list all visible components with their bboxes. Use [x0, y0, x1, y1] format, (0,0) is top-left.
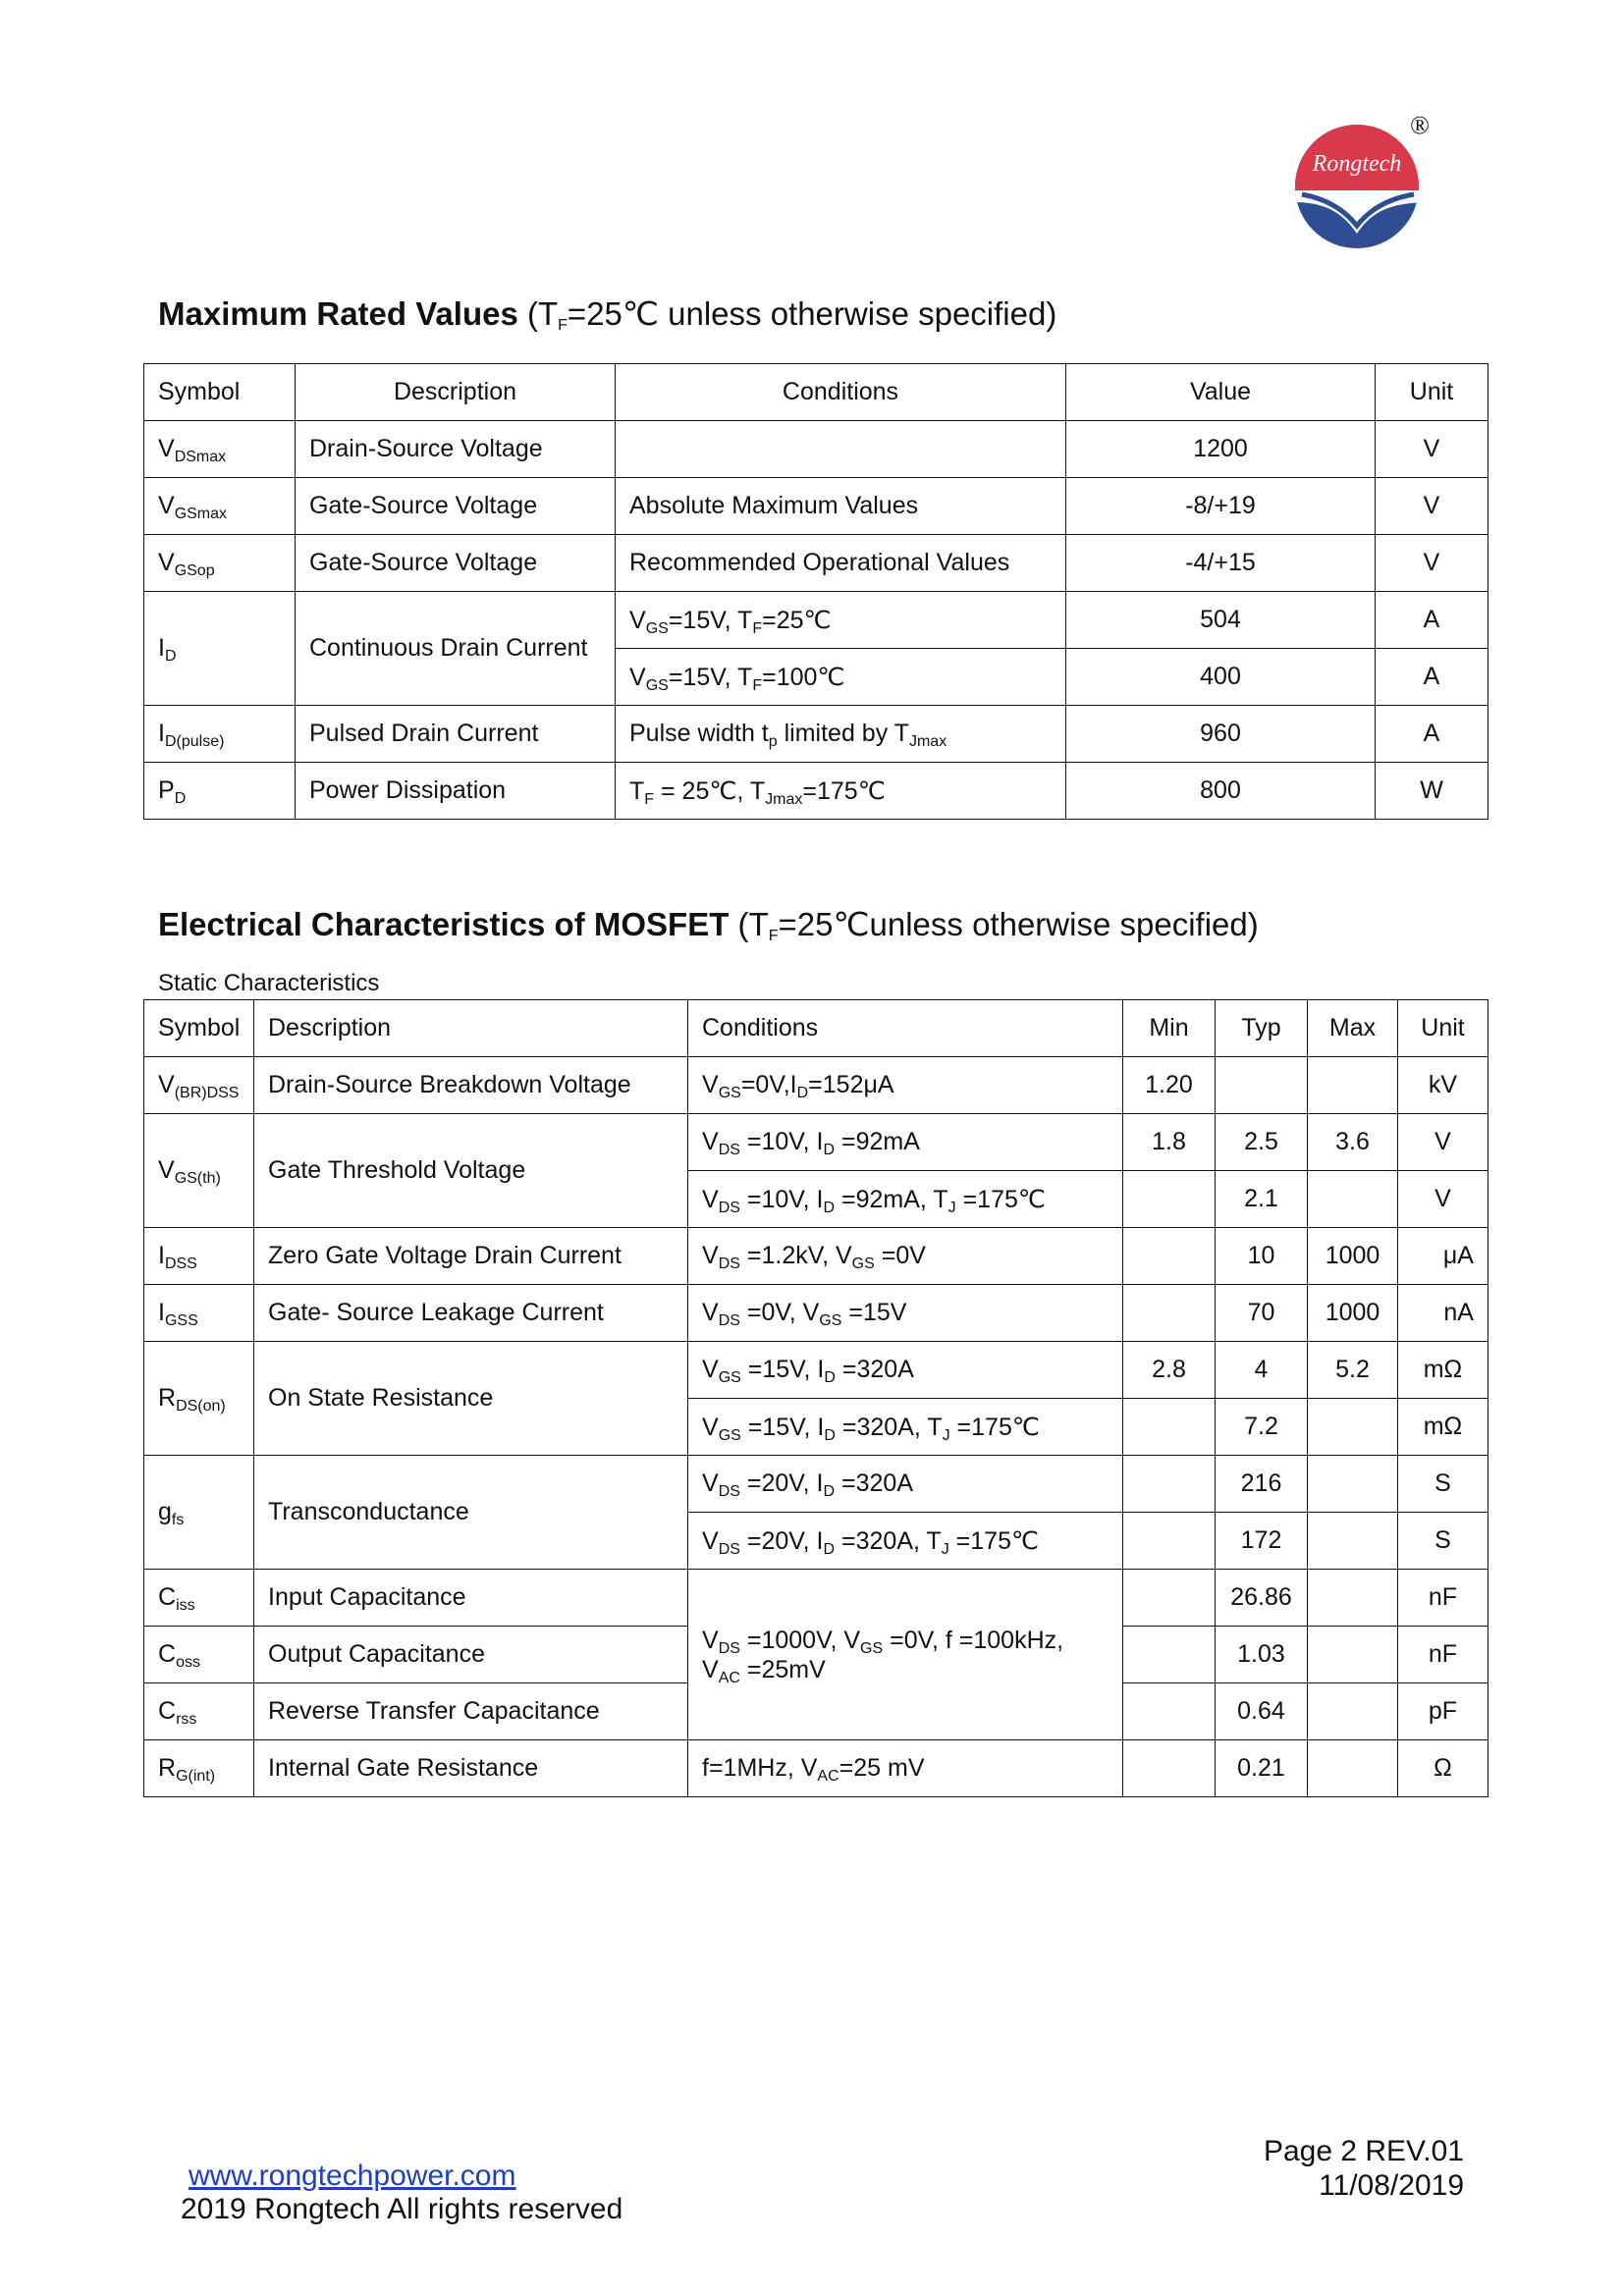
unit-cell: mΩ — [1398, 1342, 1488, 1399]
symbol-cell: $I_{GSS}$ — [144, 1285, 254, 1342]
table-row — [144, 763, 1488, 820]
conditions-cell: $V_{GS} =15V$, $I_D =320A$ — [688, 1342, 1123, 1399]
table-row — [144, 1057, 1488, 1114]
table-row — [144, 1456, 1488, 1513]
col-typ: Typ — [1216, 1000, 1308, 1057]
description-cell: Input Capacitance — [254, 1570, 688, 1627]
col-unit: Unit — [1398, 1000, 1488, 1057]
conditions-cell: $V_{DS} =10V$, $I_D =92mA$, $T_J$ =175℃ — [688, 1171, 1123, 1228]
col-unit: Unit — [1376, 364, 1488, 421]
typ-cell: 10 — [1216, 1228, 1308, 1285]
website-link[interactable]: www.rongtechpower.com — [189, 2160, 516, 2192]
min-cell: 2.8 — [1123, 1342, 1216, 1399]
max-cell — [1308, 1570, 1398, 1627]
conditions-cell: $V_{DS} =1.2kV$, $V_{GS} =0V$ — [688, 1228, 1123, 1285]
min-cell — [1123, 1228, 1216, 1285]
min-cell: 1.20 — [1123, 1057, 1216, 1114]
copyright-text: 2019 Rongtech All rights reserved — [181, 2193, 623, 2225]
unit-cell: kV — [1398, 1057, 1488, 1114]
unit-cell: A — [1376, 649, 1488, 706]
symbol-cell: $C_{oss}$ — [144, 1627, 254, 1683]
min-cell: 1.8 — [1123, 1114, 1216, 1171]
min-cell — [1123, 1171, 1216, 1228]
description-cell: Gate- Source Leakage Current — [254, 1285, 688, 1342]
description-cell: Drain-Source Breakdown Voltage — [254, 1057, 688, 1114]
col-symbol: Symbol — [144, 364, 296, 421]
max-cell — [1308, 1683, 1398, 1740]
description-cell: Zero Gate Voltage Drain Current — [254, 1228, 688, 1285]
typ-cell: 70 — [1216, 1285, 1308, 1342]
symbol-cell: $R_{DS(on)}$ — [144, 1342, 254, 1456]
min-cell — [1123, 1683, 1216, 1740]
typ-cell: 4 — [1216, 1342, 1308, 1399]
col-max: Max — [1308, 1000, 1398, 1057]
table-row — [144, 1342, 1488, 1399]
max-cell: 3.6 — [1308, 1114, 1398, 1171]
static-characteristics-caption: Static Characteristics — [158, 970, 380, 996]
symbol-cell: $I_{D(pulse)}$ — [144, 706, 296, 763]
table-row — [144, 1285, 1488, 1342]
max-cell — [1308, 1171, 1398, 1228]
min-cell — [1123, 1285, 1216, 1342]
symbol-cell: $V_{GS(th)}$ — [144, 1114, 254, 1228]
min-cell — [1123, 1513, 1216, 1570]
unit-cell: V — [1376, 421, 1488, 478]
typ-cell: 1.03 — [1216, 1627, 1308, 1683]
unit-cell: A — [1376, 706, 1488, 763]
unit-cell: nF — [1398, 1627, 1488, 1683]
max-rated-title: Maximum Rated Values ($T_F=25℃$ unless otherwise specified) — [158, 295, 1057, 334]
electrical-table — [143, 999, 1488, 1797]
unit-cell: nA — [1398, 1285, 1488, 1342]
unit-cell: W — [1376, 763, 1488, 820]
symbol-cell: $C_{iss}$ — [144, 1570, 254, 1627]
max-cell — [1308, 1399, 1398, 1456]
conditions-cell — [616, 421, 1066, 478]
unit-cell: μA — [1398, 1228, 1488, 1285]
registered-mark: ® — [1410, 112, 1430, 139]
symbol-cell: $I_{DSS}$ — [144, 1228, 254, 1285]
max-cell — [1308, 1456, 1398, 1513]
logo-text: Rongtech — [1312, 151, 1402, 177]
symbol-cell: $g_{fs}$ — [144, 1456, 254, 1570]
col-conditions: Conditions — [616, 364, 1066, 421]
unit-cell: A — [1376, 592, 1488, 649]
max-rated-table — [143, 363, 1488, 820]
min-cell — [1123, 1399, 1216, 1456]
unit-cell: V — [1398, 1171, 1488, 1228]
typ-cell — [1216, 1057, 1308, 1114]
conditions-cell: $V_{GS}=0V,I_D=152\mu A$ — [688, 1057, 1123, 1114]
description-cell: Drain-Source Voltage — [296, 421, 616, 478]
conditions-cell: Absolute Maximum Values — [616, 478, 1066, 535]
table-row — [144, 1228, 1488, 1285]
description-cell: Internal Gate Resistance — [254, 1740, 688, 1797]
conditions-cell: f=1MHz, $V_{AC}=25$ mV — [688, 1740, 1123, 1797]
value-cell: 1200 — [1066, 421, 1376, 478]
max-cell: 1000 — [1308, 1285, 1398, 1342]
col-conditions: Conditions — [688, 1000, 1123, 1057]
min-cell — [1123, 1627, 1216, 1683]
conditions-cell: $V_{DS} =10V$, $I_D =92mA$ — [688, 1114, 1123, 1171]
col-value: Value — [1066, 364, 1376, 421]
description-cell: Transconductance — [254, 1456, 688, 1570]
value-cell: -4/+15 — [1066, 535, 1376, 592]
min-cell — [1123, 1740, 1216, 1797]
typ-cell: 216 — [1216, 1456, 1308, 1513]
description-cell: Power Dissipation — [296, 763, 616, 820]
table-row — [144, 1740, 1488, 1797]
table-row — [144, 1114, 1488, 1171]
unit-cell: V — [1376, 478, 1488, 535]
unit-cell: S — [1398, 1456, 1488, 1513]
revision-date: 11/08/2019 — [1319, 2169, 1464, 2202]
unit-cell: V — [1398, 1114, 1488, 1171]
table-header-row — [144, 364, 1488, 421]
table-header-row — [144, 1000, 1488, 1057]
symbol-cell: $V_{DSmax}$ — [144, 421, 296, 478]
value-cell: 400 — [1066, 649, 1376, 706]
table-row — [144, 535, 1488, 592]
min-cell — [1123, 1570, 1216, 1627]
conditions-cell: $V_{DS} =1000V$, $V_{GS} =0V$, f =100kHz, $V_{AC} =25mV$ — [688, 1570, 1123, 1740]
page-number: Page 2 REV.01 — [1263, 2135, 1464, 2167]
unit-cell: pF — [1398, 1683, 1488, 1740]
max-cell — [1308, 1627, 1398, 1683]
table-row — [144, 1570, 1488, 1627]
typ-cell: 2.5 — [1216, 1114, 1308, 1171]
description-cell: Gate-Source Voltage — [296, 535, 616, 592]
description-cell: Output Capacitance — [254, 1627, 688, 1683]
conditions-cell: $V_{GS} =15V$, $I_D =320A$, $T_J$ =175℃ — [688, 1399, 1123, 1456]
value-cell: 960 — [1066, 706, 1376, 763]
electrical-title: Electrical Characteristics of MOSFET ($T_F=25℃unless$ otherwise specified) — [158, 906, 1259, 944]
description-cell: Gate-Source Voltage — [296, 478, 616, 535]
table-row — [144, 706, 1488, 763]
col-description: Description — [254, 1000, 688, 1057]
conditions-cell: $V_{GS}=15V$, $T_F=25℃$ — [616, 592, 1066, 649]
typ-cell: 0.21 — [1216, 1740, 1308, 1797]
max-cell: 1000 — [1308, 1228, 1398, 1285]
max-cell: 5.2 — [1308, 1342, 1398, 1399]
conditions-cell: $V_{DS} =0V$, $V_{GS} =15V$ — [688, 1285, 1123, 1342]
typ-cell: 0.64 — [1216, 1683, 1308, 1740]
typ-cell: 7.2 — [1216, 1399, 1308, 1456]
symbol-cell: $C_{rss}$ — [144, 1683, 254, 1740]
conditions-cell: $V_{GS}=15V$, $T_F=100℃$ — [616, 649, 1066, 706]
description-cell: Gate Threshold Voltage — [254, 1114, 688, 1228]
rongtech-logo — [1294, 112, 1432, 249]
description-cell: Continuous Drain Current — [296, 592, 616, 706]
max-cell — [1308, 1513, 1398, 1570]
col-symbol: Symbol — [144, 1000, 254, 1057]
conditions-cell: $V_{DS} =20V$, $I_D =320A$ — [688, 1456, 1123, 1513]
table-row — [144, 478, 1488, 535]
conditions-cell: Recommended Operational Values — [616, 535, 1066, 592]
symbol-cell: $I_D$ — [144, 592, 296, 706]
symbol-cell: $V_{GSop}$ — [144, 535, 296, 592]
unit-cell: Ω — [1398, 1740, 1488, 1797]
typ-cell: 26.86 — [1216, 1570, 1308, 1627]
unit-cell: nF — [1398, 1570, 1488, 1627]
table-row — [144, 421, 1488, 478]
value-cell: 800 — [1066, 763, 1376, 820]
table-row — [144, 592, 1488, 649]
max-cell — [1308, 1057, 1398, 1114]
unit-cell: S — [1398, 1513, 1488, 1570]
value-cell: -8/+19 — [1066, 478, 1376, 535]
symbol-cell: $R_{G(int)}$ — [144, 1740, 254, 1797]
unit-cell: mΩ — [1398, 1399, 1488, 1456]
conditions-cell: Pulse width $t_p$ limited by $T_{Jmax}$ — [616, 706, 1066, 763]
conditions-cell: $V_{DS} =20V$, $I_D =320A$, $T_J$ =175℃ — [688, 1513, 1123, 1570]
symbol-cell: $P_D$ — [144, 763, 296, 820]
col-min: Min — [1123, 1000, 1216, 1057]
description-cell: Reverse Transfer Capacitance — [254, 1683, 688, 1740]
description-cell: On State Resistance — [254, 1342, 688, 1456]
conditions-cell: $T_F$ = 25℃, $T_{Jmax}=175℃$ — [616, 763, 1066, 820]
col-description: Description — [296, 364, 616, 421]
max-cell — [1308, 1740, 1398, 1797]
symbol-cell: $V_{GSmax}$ — [144, 478, 296, 535]
description-cell: Pulsed Drain Current — [296, 706, 616, 763]
unit-cell: V — [1376, 535, 1488, 592]
symbol-cell: $V_{(BR)DSS}$ — [144, 1057, 254, 1114]
typ-cell: 2.1 — [1216, 1171, 1308, 1228]
min-cell — [1123, 1456, 1216, 1513]
typ-cell: 172 — [1216, 1513, 1308, 1570]
value-cell: 504 — [1066, 592, 1376, 649]
